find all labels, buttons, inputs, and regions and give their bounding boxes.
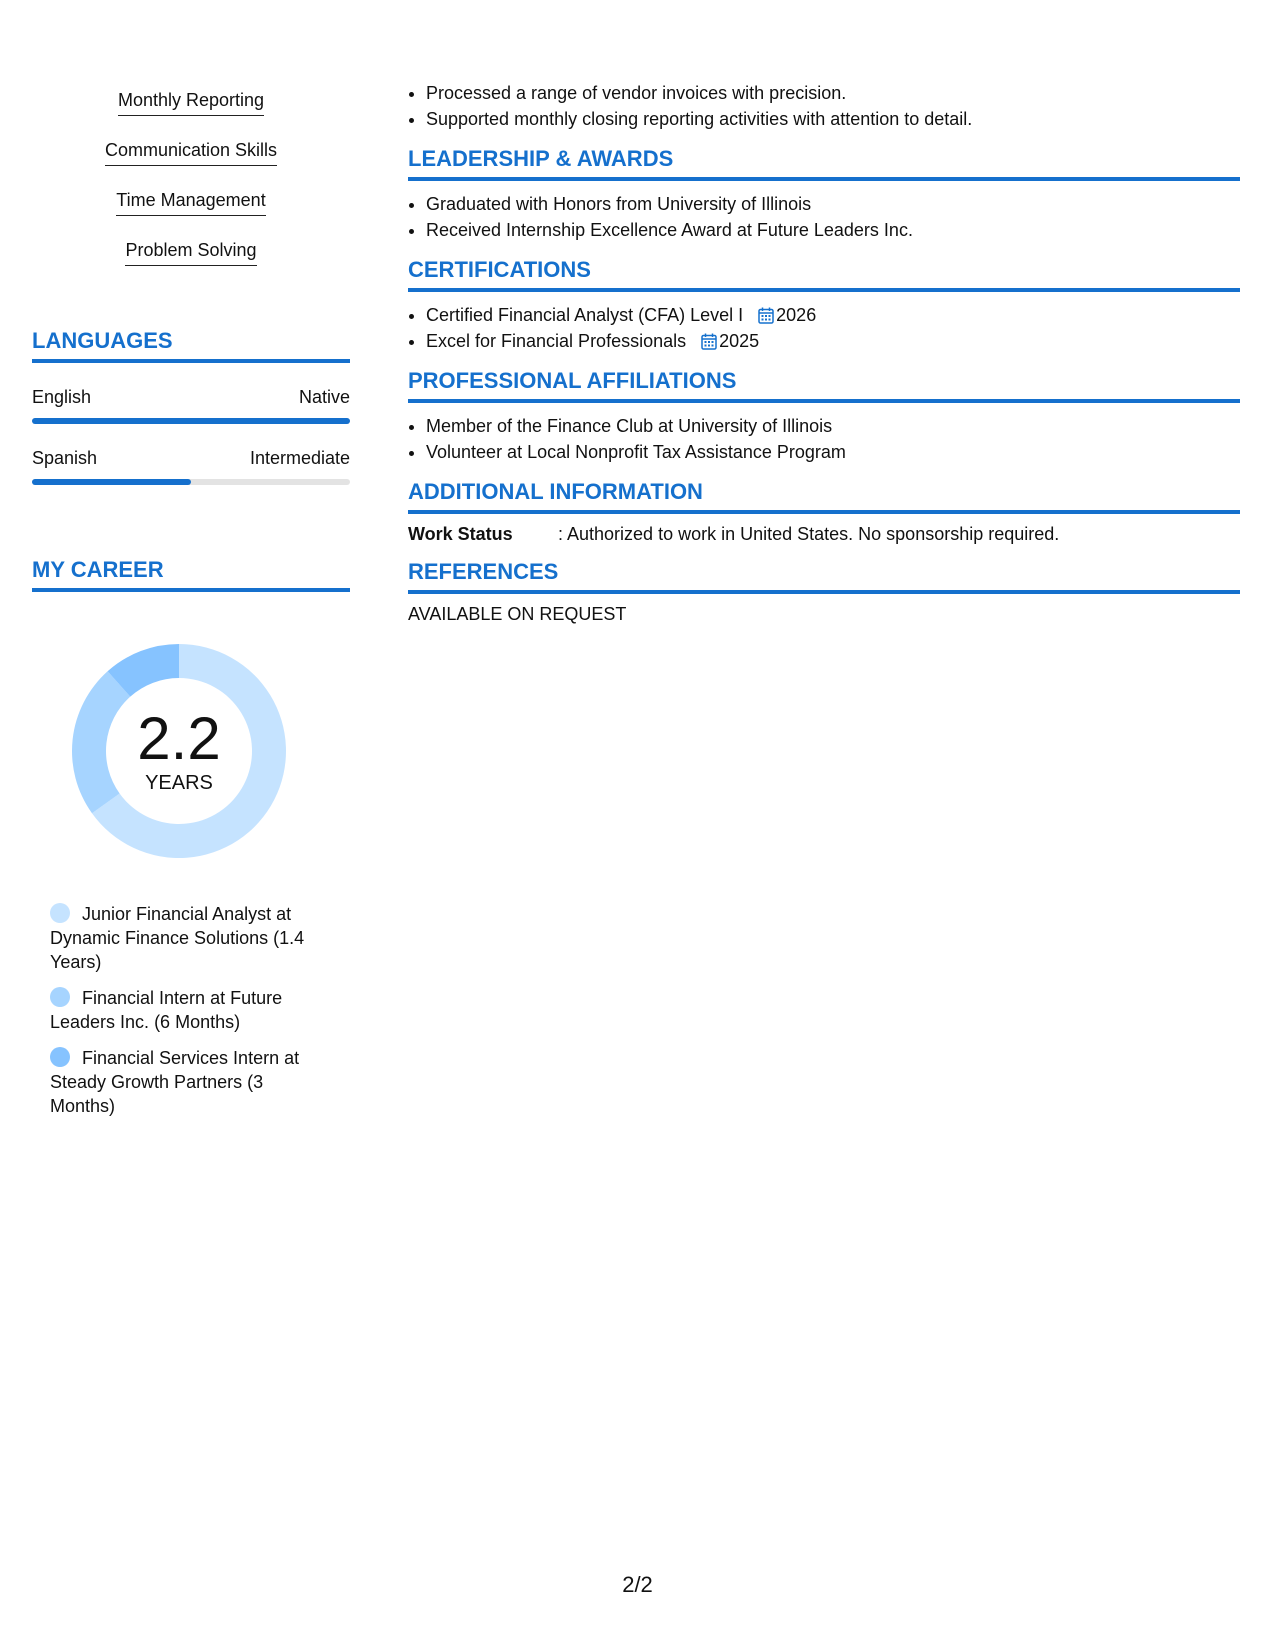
- career-center: [64, 636, 294, 866]
- work-status-row: [408, 524, 1240, 545]
- languages-heading: LANGUAGES: [32, 328, 350, 363]
- language-level: Intermediate: [249, 448, 350, 468]
- skill-item: Time Management: [116, 190, 265, 216]
- skill-item: Communication Skills: [105, 140, 277, 166]
- skills-list: [32, 80, 350, 280]
- references-text: AVAILABLE ON REQUEST: [408, 604, 627, 624]
- legend-dot: [50, 987, 70, 1007]
- legend-item: [50, 1046, 320, 1118]
- work-status-label: Work Status: [408, 524, 513, 544]
- career-years-value: 2.2: [137, 704, 221, 772]
- legend-dot: [50, 903, 70, 923]
- experience-bullet: • Processed a range of vendor invoices with precision.: [426, 80, 1240, 106]
- certification-year: 2026: [776, 305, 817, 325]
- experience-bullet: • Supported monthly closing reporting activities with attention to detail.: [426, 106, 1240, 132]
- language-spanish: [32, 448, 350, 485]
- left-column: [32, 80, 350, 1130]
- language-bar-fill: [32, 418, 350, 424]
- certification-item: [426, 302, 1240, 328]
- language-bar: [32, 479, 350, 485]
- language-english: [32, 387, 350, 424]
- affiliation-item: • Member of the Finance Club at University of Illinois: [426, 413, 1240, 439]
- legend-label: Financial Services Intern at Steady Growth Partners (3 Months): [50, 1048, 300, 1116]
- certification-name: Certified Financial Analyst (CFA) Level I: [426, 305, 744, 325]
- right-column: [408, 80, 1240, 625]
- legend-label: Junior Financial Analyst at Dynamic Finance Solutions (1.4 Years): [50, 904, 305, 972]
- experience-bullets: [408, 80, 1240, 132]
- calendar-icon: [701, 333, 717, 350]
- language-name: Spanish: [32, 448, 98, 468]
- certifications-heading: CERTIFICATIONS: [408, 257, 1240, 292]
- skill-item: Monthly Reporting: [118, 90, 264, 116]
- references-heading: REFERENCES: [408, 559, 1240, 594]
- page-number: 2/2: [622, 1572, 653, 1597]
- skill-item: Problem Solving: [125, 240, 256, 266]
- affiliations-list: [408, 413, 1240, 465]
- legend-item: [50, 902, 320, 974]
- certification-year: 2025: [719, 331, 760, 351]
- language-bar: [32, 418, 350, 424]
- legend-label: Financial Intern at Future Leaders Inc. (6 Months): [50, 988, 283, 1032]
- legend-dot: [50, 1047, 70, 1067]
- leadership-item: • Graduated with Honors from University of Illinois: [426, 191, 1240, 217]
- certifications-list: [408, 302, 1240, 354]
- career-donut-chart: [64, 636, 294, 866]
- legend-item: [50, 986, 320, 1034]
- language-bar-fill: [32, 479, 191, 485]
- calendar-icon: [758, 307, 774, 324]
- career-heading: MY CAREER: [32, 557, 350, 592]
- certification-item: [426, 328, 1240, 354]
- leadership-heading: LEADERSHIP & AWARDS: [408, 146, 1240, 181]
- career-years-label: YEARS: [145, 771, 213, 794]
- affiliations-heading: PROFESSIONAL AFFILIATIONS: [408, 368, 1240, 403]
- certification-name: Excel for Financial Professionals: [426, 331, 687, 351]
- additional-info-heading: ADDITIONAL INFORMATION: [408, 479, 1240, 514]
- leadership-item: • Received Internship Excellence Award at Future Leaders Inc.: [426, 217, 1240, 243]
- language-name: English: [32, 387, 92, 407]
- work-status-value: : Authorized to work in United States. No sponsorship required.: [558, 524, 1060, 544]
- career-legend: [50, 902, 320, 1118]
- language-level: Native: [298, 387, 350, 407]
- leadership-list: [408, 191, 1240, 243]
- affiliation-item: • Volunteer at Local Nonprofit Tax Assistance Program: [426, 439, 1240, 465]
